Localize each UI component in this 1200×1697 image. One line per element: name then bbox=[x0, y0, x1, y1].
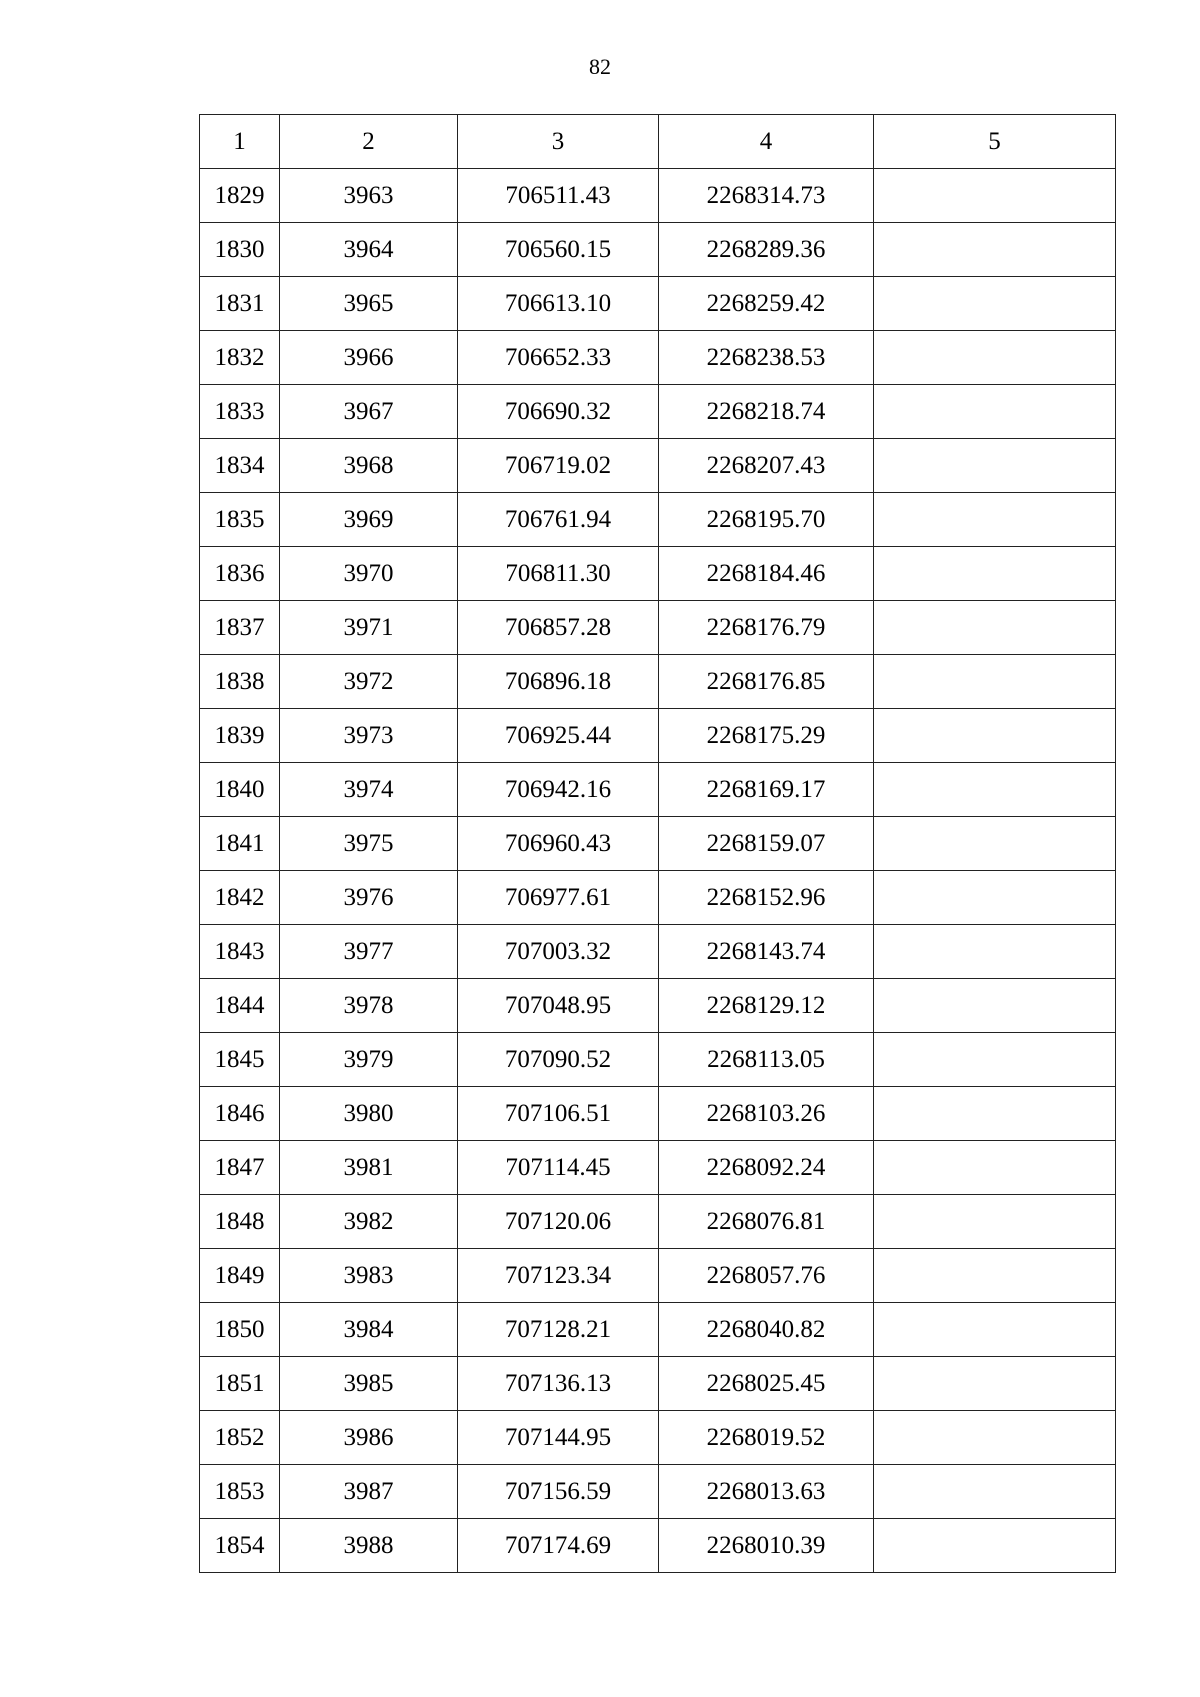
table-cell-col-3: 706560.15 bbox=[458, 223, 659, 277]
table-cell-col-1: 1847 bbox=[200, 1141, 280, 1195]
table-cell-col-4: 2268169.17 bbox=[659, 763, 874, 817]
table-cell-col-2: 3964 bbox=[280, 223, 458, 277]
table-cell-col-4: 2268113.05 bbox=[659, 1033, 874, 1087]
table-cell-col-3: 706690.32 bbox=[458, 385, 659, 439]
table-cell-col-2: 3988 bbox=[280, 1519, 458, 1573]
table-cell-col-2: 3980 bbox=[280, 1087, 458, 1141]
table-cell-col-3: 707120.06 bbox=[458, 1195, 659, 1249]
table-cell-col-5 bbox=[874, 979, 1116, 1033]
table-row bbox=[200, 1465, 1116, 1519]
table-cell-col-5 bbox=[874, 655, 1116, 709]
table-row bbox=[200, 1411, 1116, 1465]
table-cell-col-1: 1849 bbox=[200, 1249, 280, 1303]
table-cell-col-5 bbox=[874, 331, 1116, 385]
table-cell-col-5 bbox=[874, 817, 1116, 871]
table-cell-col-4: 2268159.07 bbox=[659, 817, 874, 871]
table-cell-col-2: 3969 bbox=[280, 493, 458, 547]
table-cell-col-3: 706942.16 bbox=[458, 763, 659, 817]
table-cell-col-4: 2268195.70 bbox=[659, 493, 874, 547]
table-cell-col-5 bbox=[874, 277, 1116, 331]
table-cell-col-3: 707048.95 bbox=[458, 979, 659, 1033]
table-cell-col-3: 707144.95 bbox=[458, 1411, 659, 1465]
table-row bbox=[200, 547, 1116, 601]
table-cell-col-3: 707136.13 bbox=[458, 1357, 659, 1411]
table-cell-col-2: 3982 bbox=[280, 1195, 458, 1249]
table-cell-col-2: 3981 bbox=[280, 1141, 458, 1195]
table-cell-col-4: 2268176.79 bbox=[659, 601, 874, 655]
table-header-row bbox=[200, 115, 1116, 169]
table-cell-col-5 bbox=[874, 709, 1116, 763]
table-cell-col-2: 3978 bbox=[280, 979, 458, 1033]
table-cell-col-2: 3985 bbox=[280, 1357, 458, 1411]
table-cell-col-4: 2268207.43 bbox=[659, 439, 874, 493]
table-cell-col-1: 1846 bbox=[200, 1087, 280, 1141]
header-cell-col-3: 3 bbox=[458, 115, 659, 169]
table-body bbox=[200, 115, 1116, 1573]
table-cell-col-2: 3968 bbox=[280, 439, 458, 493]
table-cell-col-3: 707114.45 bbox=[458, 1141, 659, 1195]
table-cell-col-1: 1839 bbox=[200, 709, 280, 763]
table-cell-col-2: 3972 bbox=[280, 655, 458, 709]
table-cell-col-4: 2268010.39 bbox=[659, 1519, 874, 1573]
table-cell-col-1: 1843 bbox=[200, 925, 280, 979]
page-number: 82 bbox=[589, 54, 611, 79]
table-row bbox=[200, 439, 1116, 493]
table-row bbox=[200, 979, 1116, 1033]
header-cell-col-5: 5 bbox=[874, 115, 1116, 169]
table-cell-col-1: 1840 bbox=[200, 763, 280, 817]
table-cell-col-3: 707156.59 bbox=[458, 1465, 659, 1519]
table-cell-col-5 bbox=[874, 1411, 1116, 1465]
table-cell-col-1: 1841 bbox=[200, 817, 280, 871]
table-cell-col-2: 3987 bbox=[280, 1465, 458, 1519]
table-cell-col-2: 3976 bbox=[280, 871, 458, 925]
table-row bbox=[200, 1033, 1116, 1087]
table-cell-col-1: 1838 bbox=[200, 655, 280, 709]
table-cell-col-1: 1831 bbox=[200, 277, 280, 331]
coordinates-table bbox=[199, 114, 1116, 1573]
table-cell-col-5 bbox=[874, 1141, 1116, 1195]
table-row bbox=[200, 385, 1116, 439]
table-row bbox=[200, 925, 1116, 979]
table-cell-col-4: 2268238.53 bbox=[659, 331, 874, 385]
table-cell-col-5 bbox=[874, 1087, 1116, 1141]
table-cell-col-5 bbox=[874, 493, 1116, 547]
table-row bbox=[200, 817, 1116, 871]
table-row bbox=[200, 331, 1116, 385]
table-cell-col-5 bbox=[874, 169, 1116, 223]
table-cell-col-1: 1844 bbox=[200, 979, 280, 1033]
table-cell-col-2: 3974 bbox=[280, 763, 458, 817]
table-cell-col-5 bbox=[874, 1303, 1116, 1357]
header-cell-col-4: 4 bbox=[659, 115, 874, 169]
table-cell-col-5 bbox=[874, 1195, 1116, 1249]
table-cell-col-4: 2268057.76 bbox=[659, 1249, 874, 1303]
table-cell-col-3: 707123.34 bbox=[458, 1249, 659, 1303]
table-cell-col-5 bbox=[874, 1357, 1116, 1411]
table-cell-col-2: 3965 bbox=[280, 277, 458, 331]
table-cell-col-3: 706960.43 bbox=[458, 817, 659, 871]
table-cell-col-3: 706511.43 bbox=[458, 169, 659, 223]
table-cell-col-1: 1851 bbox=[200, 1357, 280, 1411]
table-row bbox=[200, 709, 1116, 763]
table-row bbox=[200, 493, 1116, 547]
table-cell-col-2: 3977 bbox=[280, 925, 458, 979]
table-row bbox=[200, 1141, 1116, 1195]
table-cell-col-4: 2268019.52 bbox=[659, 1411, 874, 1465]
header-cell-col-1: 1 bbox=[200, 115, 280, 169]
table-cell-col-1: 1834 bbox=[200, 439, 280, 493]
table-cell-col-1: 1833 bbox=[200, 385, 280, 439]
table-cell-col-1: 1853 bbox=[200, 1465, 280, 1519]
table-cell-col-1: 1832 bbox=[200, 331, 280, 385]
table-row bbox=[200, 601, 1116, 655]
table-cell-col-4: 2268218.74 bbox=[659, 385, 874, 439]
table-cell-col-4: 2268129.12 bbox=[659, 979, 874, 1033]
table-cell-col-4: 2268259.42 bbox=[659, 277, 874, 331]
table-cell-col-3: 707128.21 bbox=[458, 1303, 659, 1357]
table-cell-col-5 bbox=[874, 871, 1116, 925]
table-cell-col-4: 2268040.82 bbox=[659, 1303, 874, 1357]
table-cell-col-1: 1836 bbox=[200, 547, 280, 601]
table-cell-col-4: 2268076.81 bbox=[659, 1195, 874, 1249]
table-cell-col-2: 3975 bbox=[280, 817, 458, 871]
table-cell-col-3: 706811.30 bbox=[458, 547, 659, 601]
table-row bbox=[200, 763, 1116, 817]
table-cell-col-1: 1845 bbox=[200, 1033, 280, 1087]
table-cell-col-5 bbox=[874, 385, 1116, 439]
table-cell-col-4: 2268092.24 bbox=[659, 1141, 874, 1195]
table-cell-col-3: 706896.18 bbox=[458, 655, 659, 709]
table-cell-col-4: 2268289.36 bbox=[659, 223, 874, 277]
table-row bbox=[200, 655, 1116, 709]
table-cell-col-5 bbox=[874, 547, 1116, 601]
table-row bbox=[200, 1519, 1116, 1573]
table-cell-col-5 bbox=[874, 439, 1116, 493]
table-cell-col-3: 707090.52 bbox=[458, 1033, 659, 1087]
table-cell-col-3: 706925.44 bbox=[458, 709, 659, 763]
table-cell-col-2: 3970 bbox=[280, 547, 458, 601]
table-row bbox=[200, 1357, 1116, 1411]
table-cell-col-1: 1854 bbox=[200, 1519, 280, 1573]
table-cell-col-3: 706857.28 bbox=[458, 601, 659, 655]
table-row bbox=[200, 1087, 1116, 1141]
table-row bbox=[200, 169, 1116, 223]
table-cell-col-1: 1829 bbox=[200, 169, 280, 223]
table-row bbox=[200, 1303, 1116, 1357]
table-cell-col-2: 3979 bbox=[280, 1033, 458, 1087]
table-cell-col-1: 1850 bbox=[200, 1303, 280, 1357]
table-cell-col-5 bbox=[874, 1519, 1116, 1573]
table-row bbox=[200, 1249, 1116, 1303]
table-cell-col-2: 3983 bbox=[280, 1249, 458, 1303]
table-cell-col-1: 1830 bbox=[200, 223, 280, 277]
table-cell-col-2: 3986 bbox=[280, 1411, 458, 1465]
table-cell-col-5 bbox=[874, 601, 1116, 655]
table-cell-col-2: 3966 bbox=[280, 331, 458, 385]
table-cell-col-5 bbox=[874, 763, 1116, 817]
table-cell-col-3: 706613.10 bbox=[458, 277, 659, 331]
table-cell-col-3: 706761.94 bbox=[458, 493, 659, 547]
table-row bbox=[200, 277, 1116, 331]
table-row bbox=[200, 1195, 1116, 1249]
table-cell-col-5 bbox=[874, 925, 1116, 979]
table-cell-col-1: 1852 bbox=[200, 1411, 280, 1465]
table-cell-col-5 bbox=[874, 1249, 1116, 1303]
table-cell-col-2: 3963 bbox=[280, 169, 458, 223]
table-cell-col-4: 2268025.45 bbox=[659, 1357, 874, 1411]
table-cell-col-1: 1848 bbox=[200, 1195, 280, 1249]
table-cell-col-3: 706719.02 bbox=[458, 439, 659, 493]
table-cell-col-4: 2268184.46 bbox=[659, 547, 874, 601]
table-cell-col-1: 1835 bbox=[200, 493, 280, 547]
table-cell-col-4: 2268143.74 bbox=[659, 925, 874, 979]
table-cell-col-5 bbox=[874, 1465, 1116, 1519]
table-cell-col-3: 707106.51 bbox=[458, 1087, 659, 1141]
table-cell-col-2: 3973 bbox=[280, 709, 458, 763]
header-cell-col-2: 2 bbox=[280, 115, 458, 169]
table-cell-col-3: 707003.32 bbox=[458, 925, 659, 979]
table-cell-col-1: 1837 bbox=[200, 601, 280, 655]
table-cell-col-4: 2268314.73 bbox=[659, 169, 874, 223]
table-cell-col-4: 2268175.29 bbox=[659, 709, 874, 763]
table-cell-col-5 bbox=[874, 223, 1116, 277]
table-cell-col-3: 707174.69 bbox=[458, 1519, 659, 1573]
table-row bbox=[200, 871, 1116, 925]
table-cell-col-2: 3971 bbox=[280, 601, 458, 655]
table-cell-col-1: 1842 bbox=[200, 871, 280, 925]
table-cell-col-4: 2268176.85 bbox=[659, 655, 874, 709]
table-cell-col-2: 3967 bbox=[280, 385, 458, 439]
table-cell-col-4: 2268103.26 bbox=[659, 1087, 874, 1141]
table-cell-col-3: 706652.33 bbox=[458, 331, 659, 385]
table-cell-col-4: 2268013.63 bbox=[659, 1465, 874, 1519]
table-cell-col-4: 2268152.96 bbox=[659, 871, 874, 925]
table-cell-col-2: 3984 bbox=[280, 1303, 458, 1357]
table-cell-col-3: 706977.61 bbox=[458, 871, 659, 925]
table-row bbox=[200, 223, 1116, 277]
table-cell-col-5 bbox=[874, 1033, 1116, 1087]
